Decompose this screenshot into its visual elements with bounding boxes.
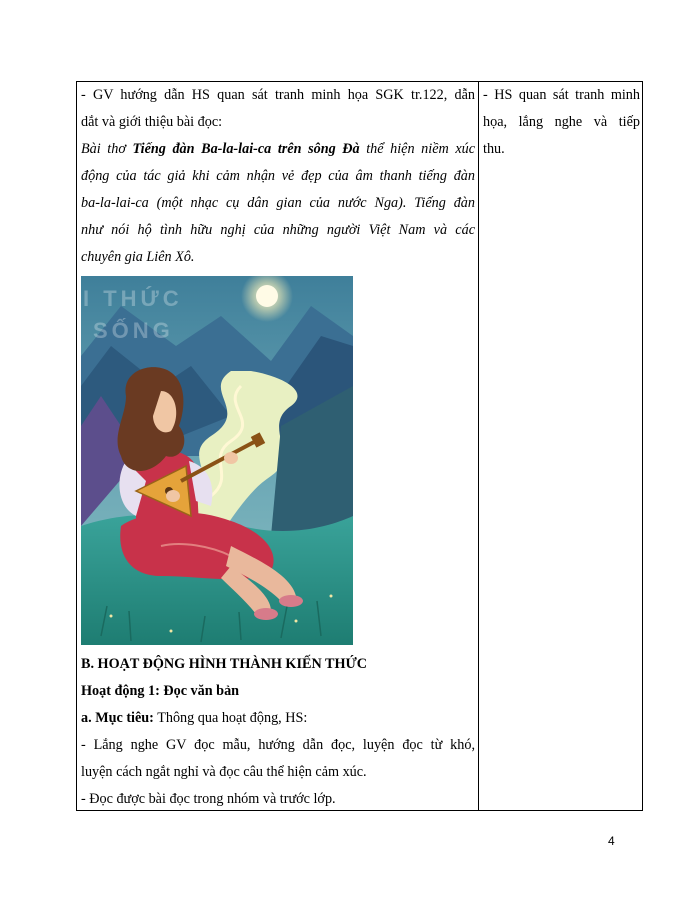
instruction-line-1: - GV hướng dẫn HS quan sát tranh minh họa SGK tr.122, dẫn [81, 87, 475, 103]
column-divider [478, 82, 479, 810]
intro-line-5: chuyên gia Liên Xô. [81, 249, 195, 265]
watermark-line-1: I THỨC [83, 286, 183, 311]
student-line-2: họa, lắng nghe và tiếp [483, 114, 640, 130]
instruction-line-2: dắt và giới thiệu bài đọc: [81, 114, 223, 130]
bullet-2: - Đọc được bài đọc trong nhóm và trước lớp. [81, 791, 336, 807]
student-line-1: - HS quan sát tranh minh [483, 87, 640, 103]
intro-line-2: động của tác giả khi cảm nhận vẻ đẹp của âm thanh tiếng đàn [81, 168, 475, 184]
section-heading: B. HOẠT ĐỘNG HÌNH THÀNH KIẾN THỨC [81, 656, 368, 672]
watermark-line-2: SỐNG [93, 318, 174, 343]
poem-title: Tiếng đàn Ba-la-lai-ca trên sông Đà [132, 141, 360, 157]
balalaika-girl-illustration [81, 276, 353, 645]
teacher-activity-column [81, 82, 475, 813]
activity-heading: Hoạt động 1: Đọc văn bản [81, 683, 240, 699]
intro-line-3: ba-la-lai-ca (một nhạc cụ dân gian của nước Nga). Tiếng đàn [81, 195, 475, 211]
goal-label: a. Mục tiêu: [81, 710, 154, 726]
page-number: 4 [608, 834, 615, 848]
intro-line-1: Bài thơ Tiếng đàn Ba-la-lai-ca trên sông Đà thể hiện niềm xúc [81, 141, 476, 157]
goal-line: a. Mục tiêu: Thông qua hoạt động, HS: [81, 710, 308, 726]
lesson-table [76, 81, 643, 811]
student-activity-column [483, 82, 640, 163]
bullet-1-line-1: - Lắng nghe GV đọc mẫu, hướng dẫn đọc, luyện đọc từ khó, [81, 737, 475, 753]
intro-line-4: như nói hộ tình hữu nghị của những người Việt Nam và các [81, 222, 475, 238]
bullet-1-line-2: luyện cách ngắt nghỉ và đọc câu thể hiện cảm xúc. [81, 764, 367, 780]
student-line-3: thu. [483, 141, 505, 157]
